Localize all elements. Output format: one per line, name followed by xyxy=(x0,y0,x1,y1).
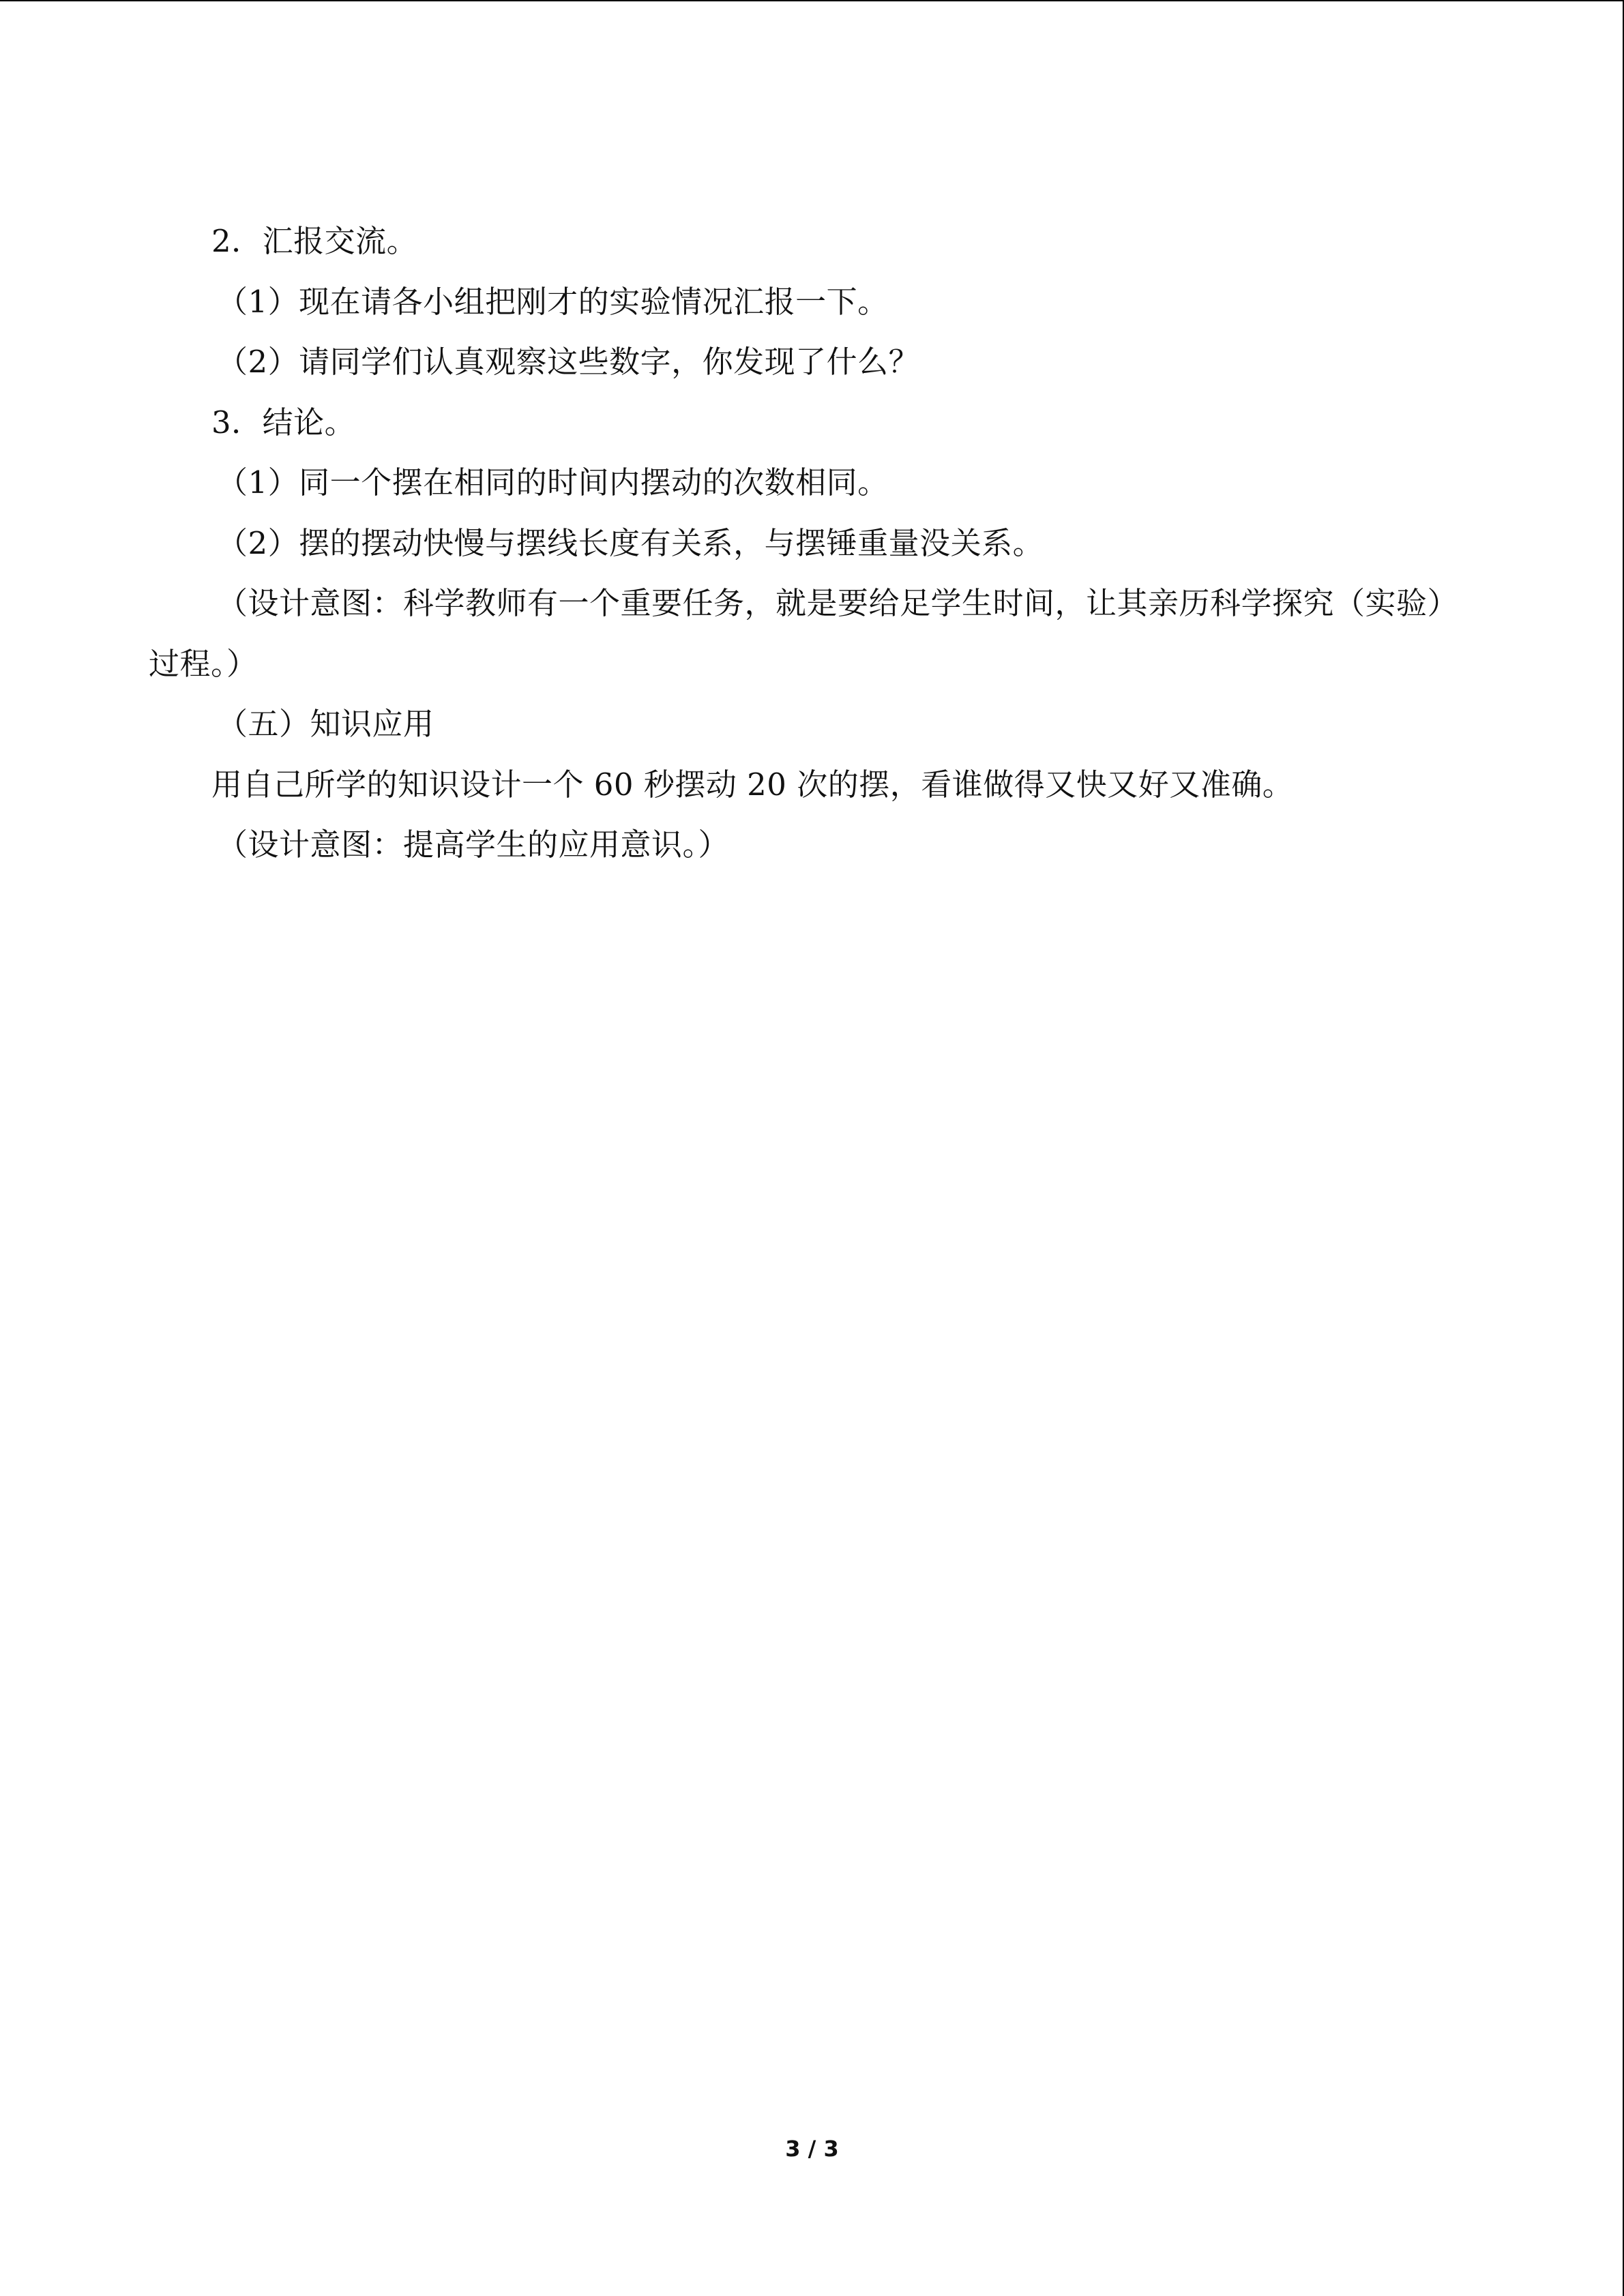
paragraph: （1）同一个摆在相同的时间内摆动的次数相同。 xyxy=(217,464,889,501)
section-heading-conclusion: 3．结论。 xyxy=(211,404,356,441)
paragraph: （1）现在请各小组把刚才的实验情况汇报一下。 xyxy=(217,283,889,320)
section-heading-application: （五）知识应用 xyxy=(217,706,434,742)
paragraph: （2）摆的摆动快慢与摆线长度有关系，与摆锤重量没关系。 xyxy=(217,524,1044,561)
paragraph: 用自己所学的知识设计一个 60 秒摆动 20 次的摆，看谁做得又快又好又准确。 xyxy=(211,766,1294,803)
design-intent-note: （设计意图：提高学生的应用意识。） xyxy=(217,826,730,863)
paragraph: （2）请同学们认真观察这些数字，你发现了什么？ xyxy=(217,344,920,380)
design-intent-note: （设计意图：科学教师有一个重要任务，就是要给足学生时间，让其亲历科学探究（实验）过程。） xyxy=(149,585,1459,682)
page-number: 3 / 3 xyxy=(785,2136,839,2162)
section-heading-report: 2．汇报交流。 xyxy=(211,223,418,259)
document-body xyxy=(149,211,1458,876)
